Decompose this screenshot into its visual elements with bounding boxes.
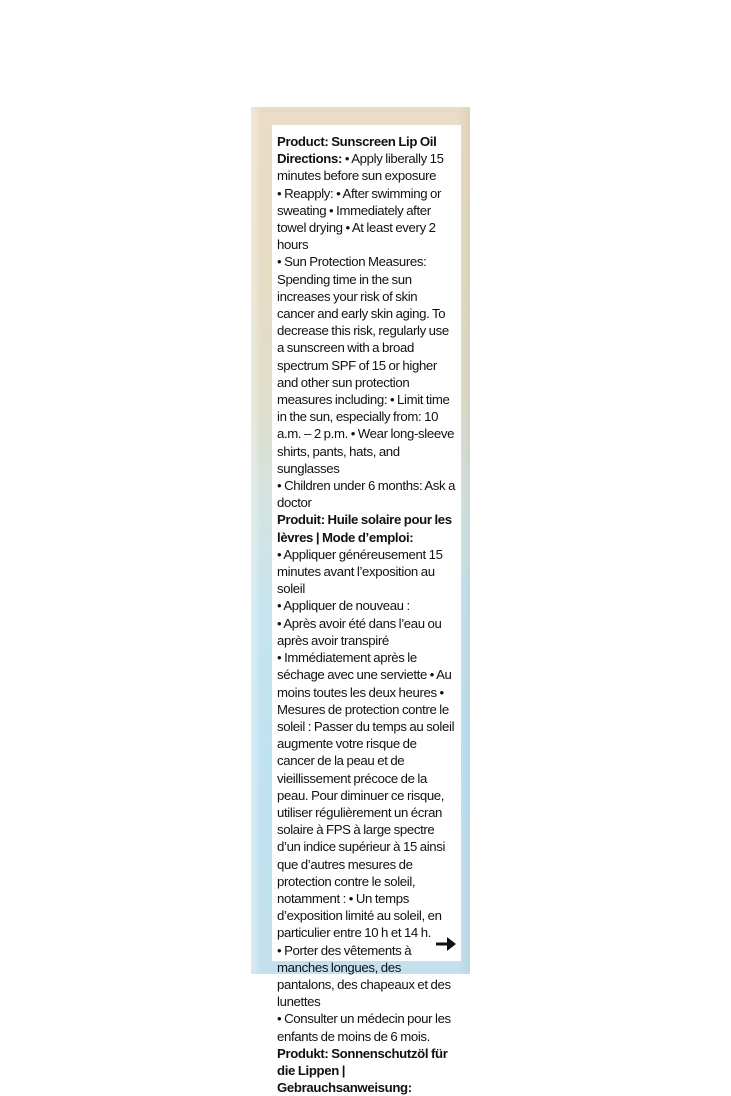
ingredients-label bbox=[272, 125, 461, 1096]
de-heading: Produkt: Sonnenschutzöl für die Lippen | Gebrauchsanweisung: bbox=[277, 1045, 448, 1096]
fr-heading: Produit: Huile solaire pour les lèvres | Mode d’emploi: bbox=[277, 512, 452, 545]
fr-sun-protection: • Immédiatement après le séchage avec une serviette • Au moins toutes les deux heures • Mesures de protection contre le soleil : Passer du temps au soleil augmente votre risque de cancer de la peau et de vieillissement précoce de la peau. Pour diminuer ce risque, utiliser régulièrement un écran solaire à FPS à large spectre d’un indice supérieur à 15 ainsi que d’autres mesures de protection contre le soleil, notamment : • Un temps d’exposition limité au soleil, en particulier entre 10 h et 14 h. bbox=[277, 650, 455, 941]
en-direction-apply: • Apply liberally 15 minutes before sun exposure bbox=[277, 151, 444, 184]
en-sun-protection: • Sun Protection Measures: Spending time in the sun increases your risk of skin cancer and early skin aging. To decrease this risk, regularly use a sunscreen with a broad spectrum SPF of 15 or higher and other sun protection measures including: • Limit time in the sun, especially from: 10 a.m. – 2 p.m. • Wear long-sleeve shirts, pants, hats, and sunglasses bbox=[277, 254, 455, 476]
en-directions-label: Directions: bbox=[277, 151, 343, 167]
en-children: • Children under 6 months: Ask a doctor bbox=[277, 478, 456, 511]
en-heading: Product: Sunscreen Lip Oil bbox=[277, 134, 437, 149]
en-reapply: • Reapply: • After swimming or sweating • Immediately after towel drying • At least every 2 hours bbox=[277, 185, 442, 253]
fr-children: • Consulter un médecin pour les enfants de moins de 6 mois. bbox=[277, 1011, 451, 1044]
en-directions bbox=[277, 150, 456, 184]
fr-reapply: • Appliquer de nouveau : bbox=[277, 598, 410, 614]
arrow-right-icon bbox=[435, 936, 457, 952]
fr-after-swimming: • Après avoir été dans l’eau ou après avoir transpiré bbox=[277, 615, 442, 648]
fr-apply: • Appliquer généreusement 15 minutes avant l’exposition au soleil bbox=[277, 546, 443, 597]
fr-clothing: • Porter des vêtements à manches longues, des pantalons, des chapeaux et des lunettes bbox=[277, 942, 451, 1010]
